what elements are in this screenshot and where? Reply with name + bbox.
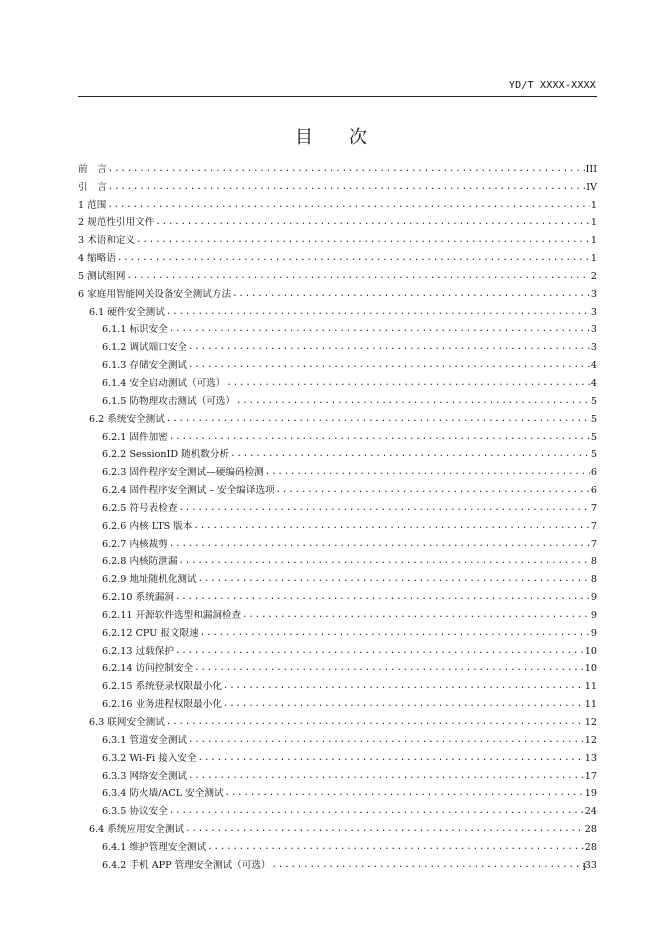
dot-leader xyxy=(198,573,590,586)
toc-entry-label: 6.2.10 系统漏洞 xyxy=(102,592,174,604)
dot-leader xyxy=(169,323,590,336)
dot-leader xyxy=(232,288,590,301)
toc-entry-label: 引 言 xyxy=(78,181,107,193)
toc-entry[interactable] xyxy=(78,176,597,194)
toc-entry-page: 5 xyxy=(590,413,597,425)
toc-entry-page: 1 xyxy=(590,199,597,211)
toc-entry-label: 6.1.4 安全启动测试（可选） xyxy=(102,377,226,389)
toc-entry[interactable] xyxy=(78,675,597,693)
toc-entry-label: 6.3.1 管道安全测试 xyxy=(102,734,188,746)
toc-entry-page: 11 xyxy=(584,681,597,693)
dot-leader xyxy=(188,359,590,372)
toc-entry-label: 6.2.16 业务进程权限最小化 xyxy=(102,699,222,711)
toc-entry[interactable] xyxy=(78,319,597,337)
toc-entry[interactable] xyxy=(78,408,597,426)
toc-entry[interactable] xyxy=(78,194,597,212)
dot-leader xyxy=(185,823,584,836)
toc-entry[interactable] xyxy=(78,693,597,711)
toc-entry-label: 6.4.2 手机 APP 管理安全测试（可选） xyxy=(102,859,271,871)
dot-leader xyxy=(226,377,589,390)
toc-entry-label: 6.3.4 防火墙/ACL 安全测试 xyxy=(102,788,224,800)
toc-entry-label: 6.3.2 Wi-Fi 接入安全 xyxy=(102,752,197,764)
dot-leader xyxy=(166,413,590,426)
toc-entry-page: 12 xyxy=(584,717,597,728)
toc-entry-page: 11 xyxy=(584,699,597,711)
toc-entry-page: 9 xyxy=(590,609,597,621)
toc-entry-label: 6.3.5 协议安全 xyxy=(102,806,168,818)
dot-leader xyxy=(200,627,590,640)
dot-leader xyxy=(230,448,590,461)
toc-entry[interactable] xyxy=(78,622,597,640)
toc-entry-label: 6.2 系统安全测试 xyxy=(89,413,165,425)
toc-entry[interactable] xyxy=(78,783,597,801)
toc-entry[interactable] xyxy=(78,818,597,836)
toc-entry-page: 24 xyxy=(584,806,597,818)
toc-entry[interactable] xyxy=(78,658,597,676)
toc-entry-label: 前 言 xyxy=(78,163,107,175)
toc-entry-page: 3 xyxy=(590,288,597,300)
toc-entry[interactable] xyxy=(78,729,597,747)
toc-entry-page: 3 xyxy=(590,342,597,354)
dot-leader xyxy=(108,163,585,176)
toc-entry-page: 3 xyxy=(590,306,597,318)
toc-entry-label: 6.1.5 防物理攻击测试（可选） xyxy=(102,395,235,407)
toc-entry[interactable] xyxy=(78,533,597,551)
toc-entry-label: 6.2.15 系统登录权限最小化 xyxy=(102,681,222,693)
toc-entry-page: 8 xyxy=(590,574,597,586)
toc-entry-page: 4 xyxy=(590,360,597,372)
toc-entry-label: 6.2.7 内核裁剪 xyxy=(102,538,168,550)
toc-entry[interactable] xyxy=(78,354,597,372)
toc-entry-page: 5 xyxy=(590,395,597,407)
toc-entry-page: 1 xyxy=(590,253,597,265)
toc-entry-label: 6.2.8 内核防泄漏 xyxy=(102,556,178,568)
toc-entry-page: 12 xyxy=(584,734,597,746)
toc-entry[interactable] xyxy=(78,568,597,586)
toc-entry[interactable] xyxy=(78,479,597,497)
toc-entry-label: 6.2.5 符号表检查 xyxy=(102,502,178,514)
toc-entry-page: 13 xyxy=(584,752,597,764)
dot-leader xyxy=(108,181,586,194)
toc-entry-label: 6.2.9 地址随机化测试 xyxy=(102,574,197,586)
dot-leader xyxy=(169,431,590,444)
toc-entry-label: 6.4 系统应用安全测试 xyxy=(89,824,185,836)
toc-entry[interactable] xyxy=(78,265,597,283)
dot-leader xyxy=(175,591,590,604)
toc-entry-page: 19 xyxy=(584,788,597,800)
toc-entry-page: 4 xyxy=(590,377,597,389)
dot-leader xyxy=(242,609,590,622)
toc-entry[interactable] xyxy=(78,301,597,319)
dot-leader xyxy=(107,199,590,212)
toc-entry-page: 28 xyxy=(584,841,597,853)
toc-entry-label: 6.2.1 固件加密 xyxy=(102,431,168,443)
dot-leader xyxy=(236,395,590,408)
toc-entry-label: 6.2.13 过载保护 xyxy=(102,645,174,657)
toc-entry-page: 17 xyxy=(584,770,597,782)
toc-entry[interactable] xyxy=(78,604,597,622)
toc-entry-label: 1 范围 xyxy=(78,199,107,211)
toc-entry-label: 6.2.6 内核 LTS 版本 xyxy=(102,520,193,532)
dot-leader xyxy=(188,770,584,783)
toc-entry[interactable] xyxy=(78,551,597,569)
dot-leader xyxy=(166,306,590,319)
dot-leader xyxy=(194,662,584,675)
header-divider xyxy=(78,96,597,97)
toc-entry-page: 1 xyxy=(590,217,597,229)
toc-entry-label: 3 术语和定义 xyxy=(78,235,136,247)
toc-entry-page: 7 xyxy=(590,538,597,550)
toc-entry-page: 8 xyxy=(590,556,597,568)
dot-leader xyxy=(127,270,590,283)
page-number: I xyxy=(582,863,586,873)
toc-entry[interactable] xyxy=(78,515,597,533)
toc-entry-label: 6.2.4 固件程序安全测试 – 安全编译选项 xyxy=(102,485,275,497)
toc-entry[interactable] xyxy=(78,640,597,658)
toc-entry-label: 6 家庭用智能网关设备安全测试方法 xyxy=(78,288,232,300)
dot-leader xyxy=(169,805,584,818)
toc-entry-label: 4 缩略语 xyxy=(78,253,116,265)
toc-entry-label: 6.2.14 访问控制安全 xyxy=(102,663,194,675)
toc-entry-label: 6.4.1 维护管理安全测试 xyxy=(102,841,207,853)
dot-leader xyxy=(155,216,590,229)
toc-entry-label: 6.1.3 存储安全测试 xyxy=(102,360,188,372)
toc-entry-page: 3 xyxy=(590,324,597,336)
dot-leader xyxy=(136,234,590,247)
toc-entry-label: 6.2.11 开源软件选型和漏洞检查 xyxy=(102,609,242,621)
toc-entry-label: 6.1 硬件安全测试 xyxy=(89,306,165,318)
dot-leader xyxy=(178,502,589,515)
dot-leader xyxy=(188,734,584,747)
toc-entry-page: 1 xyxy=(590,235,597,247)
toc-entry-label: 5 测试组网 xyxy=(78,270,126,282)
dot-leader xyxy=(188,341,590,354)
dot-leader xyxy=(223,680,584,693)
toc-entry[interactable] xyxy=(78,426,597,444)
toc-entry[interactable] xyxy=(78,711,597,729)
dot-leader xyxy=(117,252,590,265)
dot-leader xyxy=(198,752,584,765)
toc-entry-page: 6 xyxy=(590,485,597,497)
dot-leader xyxy=(194,520,590,533)
toc-entry[interactable] xyxy=(78,390,597,408)
toc-title: 目 次 xyxy=(295,127,367,148)
toc-entry[interactable] xyxy=(78,836,597,854)
toc-entry[interactable] xyxy=(78,461,597,479)
toc-entry-page: 10 xyxy=(584,645,597,657)
toc-entry-label: 2 规范性引用文件 xyxy=(78,217,155,229)
toc-entry-label: 6.1.1 标识安全 xyxy=(102,324,168,336)
toc-entry[interactable] xyxy=(78,586,597,604)
dot-leader xyxy=(265,466,590,479)
toc-entry-label: 6.2.2 SessionID 随机数分析 xyxy=(102,449,230,461)
toc-entry-page: 5 xyxy=(590,431,597,443)
toc-entry-page: 33 xyxy=(584,859,597,871)
toc-entry-label: 6.2.3 固件程序安全测试—硬编码检测 xyxy=(102,467,264,479)
toc-entry-page: 10 xyxy=(584,663,597,675)
dot-leader xyxy=(207,841,584,854)
toc-entry-page: 28 xyxy=(584,824,597,836)
toc-entry-label: 6.2.12 CPU 报文限速 xyxy=(102,627,199,639)
dot-leader xyxy=(169,538,590,551)
dot-leader xyxy=(223,698,584,711)
toc-entry-page: 9 xyxy=(590,627,597,639)
toc-entry-page: 6 xyxy=(590,467,597,479)
toc-entry[interactable] xyxy=(78,747,597,765)
dot-leader xyxy=(175,645,584,658)
toc-entry[interactable] xyxy=(78,158,597,176)
toc-entry[interactable] xyxy=(78,283,597,301)
toc-entry-page: 2 xyxy=(590,270,597,282)
toc-entry-page: 9 xyxy=(590,592,597,604)
toc-entry-label: 6.1.2 调试端口安全 xyxy=(102,342,188,354)
dot-leader xyxy=(225,787,584,800)
toc-entry[interactable] xyxy=(78,372,597,390)
toc-entry-label: 6.3 联网安全测试 xyxy=(89,717,165,728)
toc-entry[interactable] xyxy=(78,497,597,515)
toc-entry-page: 5 xyxy=(590,449,597,461)
toc-entry-page: 7 xyxy=(590,520,597,532)
toc-entry[interactable] xyxy=(78,247,597,265)
toc-entry-page: IV xyxy=(586,181,597,193)
dot-leader xyxy=(178,555,589,568)
toc-entry[interactable] xyxy=(78,212,597,230)
table-of-contents xyxy=(78,158,597,872)
toc-entry[interactable] xyxy=(78,444,597,462)
dot-leader xyxy=(166,716,584,729)
dot-leader xyxy=(276,484,590,497)
standard-code: YD/T XXXX-XXXX xyxy=(508,80,596,91)
toc-entry[interactable] xyxy=(78,229,597,247)
toc-entry-label: 6.3.3 网络安全测试 xyxy=(102,770,188,782)
toc-entry[interactable] xyxy=(78,765,597,783)
toc-entry-page: 7 xyxy=(590,502,597,514)
toc-entry[interactable] xyxy=(78,336,597,354)
toc-entry-page: III xyxy=(585,163,597,175)
toc-entry[interactable] xyxy=(78,800,597,818)
